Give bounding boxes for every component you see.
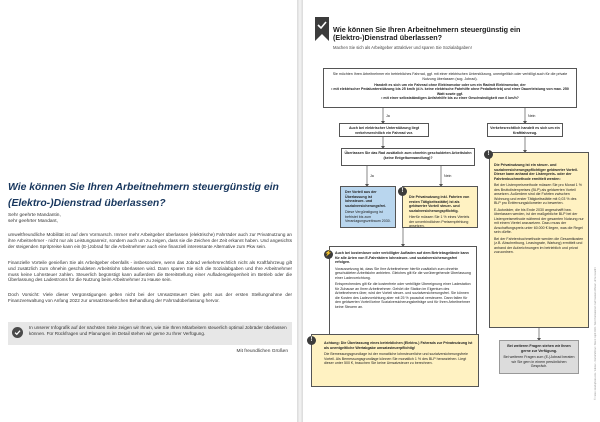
motor-vehicle-benefit-title: Die Privatnutzung ist ein steuer- und sozialversicherungspflichtiger geldwerter Vorteil. Dieser kann anhand der Listenpreis- oder der Fahrtenbuchmethode ermittelt werden:	[494, 163, 579, 181]
contact-body: Bei weiteren Fragen zum (E-)Jobrad beraten wir Sie gern in einem persönlichen Gespräch.	[503, 355, 575, 368]
motor-vehicle-result-box: Verkehrsrechtlich handelt es sich um ein Kraftfahrzeug.	[487, 123, 563, 137]
tax-free-title: Der Vorteil aus der Überlassung ist lohnsteuer- und sozialversicherungsfrei.	[345, 190, 387, 208]
charging-text-2: Entsprechendes gilt für die kostenfreie oder verbilligte Übereignung einer Ladestation für Zuhause an Ihren Arbeitnehmer. Gehört die Station im Eigentum des Arbeitnehmers über, wird der Vorteil steuer- und sozialversicherungsfrei. Sie können die Kosten des Ladevorrichtung aber mit 25 % pauschal versteuern. Dann fallen für den geldwerten Vorteil keine Sozialversicherungsbeiträge und für Ihren Arbeitnehmer keine Steuern an.	[335, 282, 471, 309]
start-intro: Sie möchten Ihren Arbeitnehmer ein betriebliches Fahrrad, ggf. mit einer elektrischen Unterstützung, unentgeltlich oder verbilligt auch für die private Nutzung überlassen (sog. Jobrad).	[332, 72, 568, 81]
contact-box	[499, 340, 579, 374]
additional-wage-question-box: Überlassen Sie das Rad zusätzlich zum ohnehin geschuldeten Arbeitslohn (keine Entgeltumwandlung)?	[341, 148, 475, 166]
vat-warning-box	[311, 334, 479, 387]
infographic-subtitle: Machen Sie sich als Arbeitgeber attraktiver und sparen Sie Sozialabgaben!	[333, 45, 472, 50]
tax-free-box	[340, 186, 396, 228]
info-box	[8, 322, 292, 345]
taxable-private-use-title: Die Privatnutzung inkl. Fahrten von ersten Tätigkeitsstätte) ist als geldwerter Vorteil steuer- und sozialversicherungspflichtig.	[409, 195, 470, 213]
charging-title: Auch bei kostenloser oder verbilligter Aufladen auf dem Betriebsgelände kann für alle Arten von E-Fahrrädern lohnsteuer- und sozialversicherungsfrei erfolgen.	[335, 251, 469, 264]
side-note	[594, 170, 598, 400]
taxable-private-use-body: Hierfür müssen Sie 1 % eines Viertels der unverbindlichen Preisempfehlung ansetzen.	[409, 215, 470, 228]
bicycle-result-box: Auch bei elektrischer Unterstützung liegt verkehrsrechtlich ein Fahrrad vor.	[339, 123, 429, 137]
left-page	[0, 0, 297, 422]
vat-warning-body: Die Bemessungsgrundlage ist der monatliche lohnsteuerliche und sozialversicherungsfreie Vorteil. Als Bemessungsgrundlage können Sie monatlich 1 % des BLP heranziehen. Liegt dieser unter 500 €, brauchen Sie keine Umsatzsteuer zu berechnen.	[324, 352, 469, 365]
info-box-text: In unserer Infografik auf der nächsten Seite zeigen wir Ihnen, wie Sie Ihren Mitarbeitern steuerlich optimal Jobräder überlassen können. Für Rückfragen und Planungen im Detail stehen wir gerne zu Ihrer Verfügung.	[29, 325, 287, 336]
right-page	[303, 0, 600, 422]
exclamation-icon: !	[398, 187, 407, 196]
side-note-text: © Fotos: istockphoto.com / Jobrad - Dienstfahrrad / Stand: April 2022 / Alle Informationen nach bestem Wissen, ohne Gewähr	[594, 267, 597, 400]
e-bike-text: E-Autoräder, die bis Ende 2030 angeschafft bzw. überlassen werden, ist der maßgebliche BLP bei der Listenpreismethode während der gesamten Nutzung nur mit einem Viertel anzusetzen. Dazu muss der Anschaffungspreis unter 60.000 € liegen, was die Regel sein dürfte.	[494, 207, 584, 234]
motor-vehicle-benefit-box	[489, 152, 589, 328]
label-nein: Nein	[528, 114, 536, 118]
contact-title: Bei weiteren Fragen stehen wir Ihnen gerne zur Verfügung.	[507, 344, 571, 353]
greeting	[8, 213, 290, 225]
paragraph-2: Finanzielle Vorteile genießen Sie als Arbeitgeber ebenfalls - insbesondere, wenn das Jobrad verkehrsrechtlich nicht als Kraftfahrzeug gilt und zusätzlich zum ohnehin geschuldeten Arbeitslohn überlassen wird. Dann sparen Sie sich die Sozialabgaben und Ihre Arbeitnehmer muss keine Lohnsteuer zahlen. Steuerlich begünstigt kann außerdem die Bereitstellung einer Aufladengelegenheit im Betrieb oder die Überlassung des Ladestroms für die Nutzung beim Arbeitnehmer zu Hause sein.	[8, 260, 292, 283]
start-question: Handelt es sich um ein Fahrrad ohne Elektromotor oder um ein Radmit Elektromotor, der	[374, 82, 526, 87]
page-title: Wie können Sie Ihren Arbeitnehmern steuergünstig ein (Elektro-)Dienstrad überlassen?	[8, 182, 279, 209]
charging-text-1: Voraussetzung ist, dass Sie Ihre Arbeitnehmer hierfür zusätzlich zum ohnehin geschuldeten Arbeitslohn anbieten. Gleiches gilt für die vorübergehende Überlassung einer Ladevorrichtung.	[335, 266, 471, 280]
vat-warning-title: Achtung: Die Überlassung eines betrieblichen (Elektro-) Fahrrads zur Privatnutzung ist als unentgeltliche Wertabgabe umsatzsteuerpflichtig!	[324, 341, 473, 350]
exclamation-icon: !	[307, 336, 316, 345]
closing: Mit freundlichen Grüßen	[236, 349, 288, 354]
charging-box	[329, 246, 477, 338]
start-bullet-2: • mit einer selbstständigen Anfahrhilfe bis zu einer Geschwindigkeit von 6 km/h?	[381, 96, 519, 100]
label-ja: Ja	[386, 114, 390, 118]
greeting-line-1: Sehr geehrte Mandantin,	[8, 213, 61, 218]
tax-free-body: Diese Vergünstigung ist befristet bis zum Veranlagungszeitraum 2030.	[345, 210, 391, 223]
paragraph-3: Doch Vorsicht: Viele dieser Vergünstigungen gelten nicht bei der Umsatzsteuer! Dies geht aus der ersten Stellungnahme der Finanzverwaltung von Anfang 2022 zur umsatzsteuerlichen Behandlung der Fahrradüberlassung hervor.	[8, 292, 292, 303]
plug-icon: ⚡	[324, 251, 333, 257]
infographic-title: Wie können Sie Ihren Arbeitnehmern steuergünstig ein (Elektro-)Dienstrad überlassen?	[333, 25, 521, 43]
label-nein-2: Nein	[444, 174, 452, 178]
checkmark-icon	[12, 327, 23, 338]
paragraph-1: umweltfreundliche Mobilität ist auf dem Vormarsch. Immer mehr Arbeitgeber überlassen (elektrische) Fahrräder auch zur Privatnutzung an ihre Arbeitnehmer - nicht nur als Leistungsanreiz, sondern auch um zu zeigen, dass sie die Zeichen der Zeit erkannt haben. Und angesichts der steigenden Spritpreise kann ein (E-)Jobrad für die Arbeitnehmer auch eine finanziell interessante Alternative zum Pkw sein.	[8, 232, 292, 249]
fahrtenbuch-text: Bei der Fahrtenbuchmethode werden die Gesamtkosten (z.B. Abschreibung, Leasingrate, Wartung) ermittelt und anhand der Aufzeichnungen im betrieblich und privat zuzuordnen.	[494, 236, 584, 254]
label-ja-2: Ja	[370, 174, 374, 178]
taxable-private-use-box	[402, 186, 478, 228]
start-bullet-1: • mit elektrischer Pedalunterstützung bis 25 km/h (d.h. keine elektrische Fahrhilfe ohne Pedalbetrieb) und einer Dauerleistung von max. 250 Watt sowie ggf.	[331, 87, 569, 96]
exclamation-icon: !	[484, 150, 493, 159]
start-question-box	[323, 68, 577, 108]
greeting-line-2: sehr geehrter Mandant,	[8, 219, 58, 224]
listenpreis-text: Bei der Listenpreismethode müssen Sie pro Monat 1 % des Bruttolistenpreises (BLP) als geldwerten Vorteil ansetzen. Außerdem sind die Fahrten zwischen Wohnung und erster Tätigkeitsstätte mit 0,03 % des BLP pro Entfernungskilometer zu bewerten.	[494, 183, 582, 205]
